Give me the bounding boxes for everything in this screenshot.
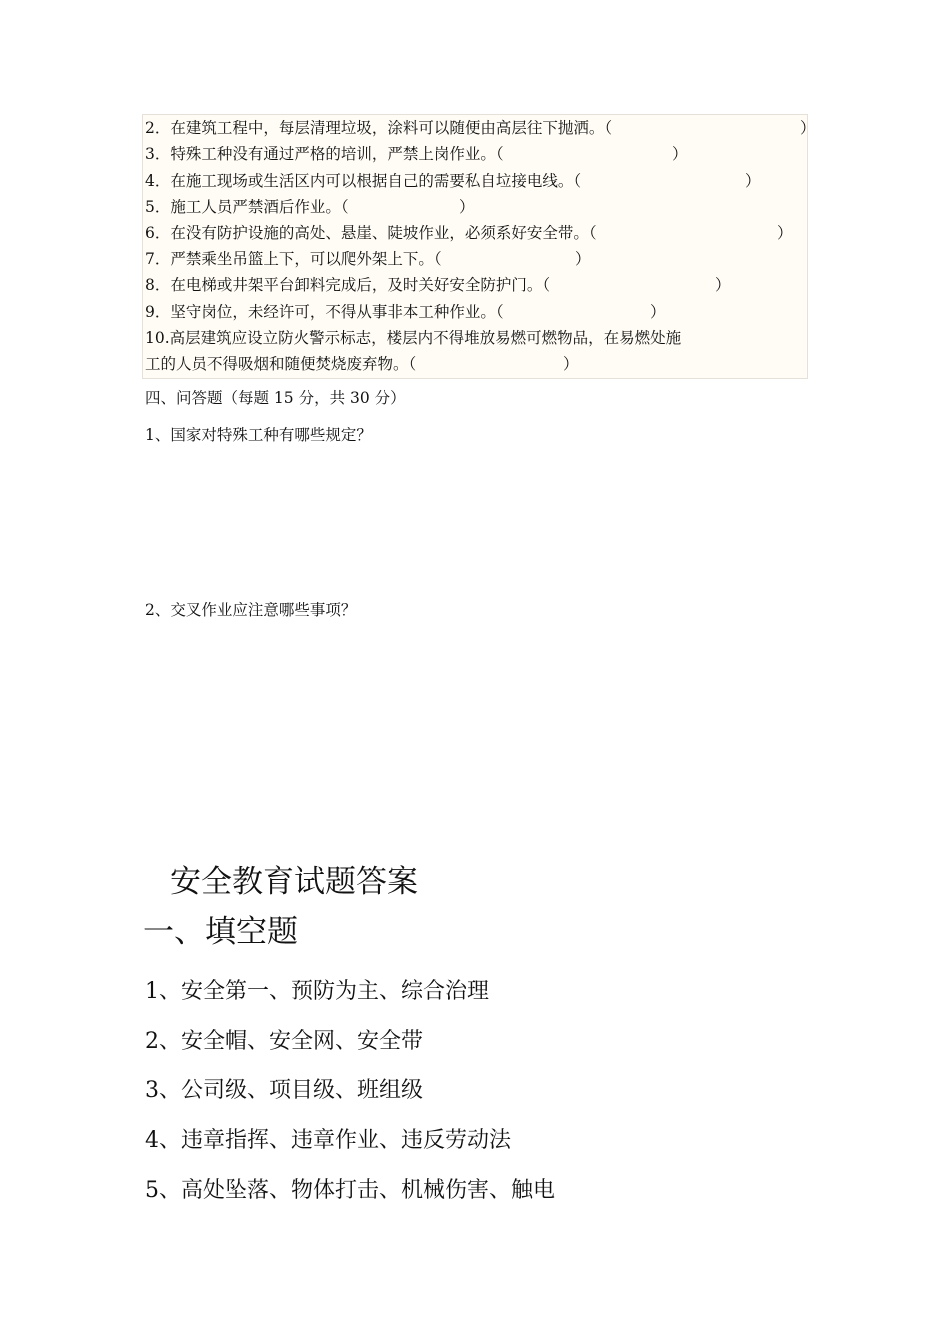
tf-item-text: 3．特殊工种没有通过严格的培训，严禁上岗作业。（ (145, 145, 504, 163)
tf-item-close: ） (800, 119, 816, 137)
tf-item-7 (145, 249, 591, 269)
tf-item-8 (145, 275, 731, 295)
answer-item-2: 2、安全帽、安全网、安全带 (145, 1029, 423, 1054)
tf-item-close: ） (745, 172, 761, 190)
tf-item-close: ） (563, 355, 579, 373)
tf-item-5 (145, 197, 475, 217)
tf-item-text: 2．在建筑工程中，每层清理垃圾，涂料可以随便由高层往下抛洒。（ (145, 119, 613, 137)
essay-question-2: 2、交叉作业应注意哪些事项？ (145, 601, 357, 619)
answer-item-3: 3、公司级、项目级、班组级 (145, 1078, 423, 1103)
tf-item-text: 5．施工人员严禁酒后作业。（ (145, 198, 349, 216)
tf-item-text: 8．在电梯或井架平台卸料完成后，及时关好安全防护门。（ (145, 276, 551, 294)
answer-item-4: 4、违章指挥、违章作业、违反劳动法 (145, 1128, 511, 1153)
essay-heading: 四、问答题（每题 15 分，共 30 分） (145, 389, 406, 407)
tf-item-close: ） (575, 250, 591, 268)
tf-item-2 (145, 118, 816, 138)
tf-item-3 (145, 144, 688, 164)
tf-item-text: 6．在没有防护设施的高处、悬崖、陡坡作业，必须系好安全带。（ (145, 224, 597, 242)
tf-item-text: 9．坚守岗位，未经许可，不得从事非本工种作业。（ (145, 303, 504, 321)
tf-item-6 (145, 223, 793, 243)
tf-item-close: ） (715, 276, 731, 294)
tf-item-close: ） (650, 303, 666, 321)
tf-item-close: ） (672, 145, 688, 163)
tf-item-10 (145, 328, 681, 348)
answers-title: 安全教育试题答案 (170, 864, 418, 900)
answer-item-5: 5、高处坠落、物体打击、机械伤害、触电 (145, 1178, 555, 1203)
tf-item-text: 工的人员不得吸烟和随便焚烧废弃物。（ (145, 355, 417, 373)
tf-item-10-cont (145, 354, 579, 374)
answers-section-heading: 一、填空题 (143, 914, 298, 950)
answer-item-1: 1、安全第一、预防为主、综合治理 (145, 979, 489, 1004)
tf-item-text: 7．严禁乘坐吊篮上下，可以爬外架上下。（ (145, 250, 442, 268)
tf-item-text: 4．在施工现场或生活区内可以根据自己的需要私自垃接电线。（ (145, 172, 582, 190)
tf-item-text: 10.高层建筑应设立防火警示标志，楼层内不得堆放易燃可燃物品，在易燃处施 (145, 329, 682, 347)
essay-question-1: 1、国家对特殊工种有哪些规定？ (145, 426, 372, 444)
tf-item-close: ） (459, 198, 475, 216)
tf-item-9 (145, 302, 666, 322)
tf-item-4 (145, 171, 761, 191)
tf-item-close: ） (777, 224, 793, 242)
